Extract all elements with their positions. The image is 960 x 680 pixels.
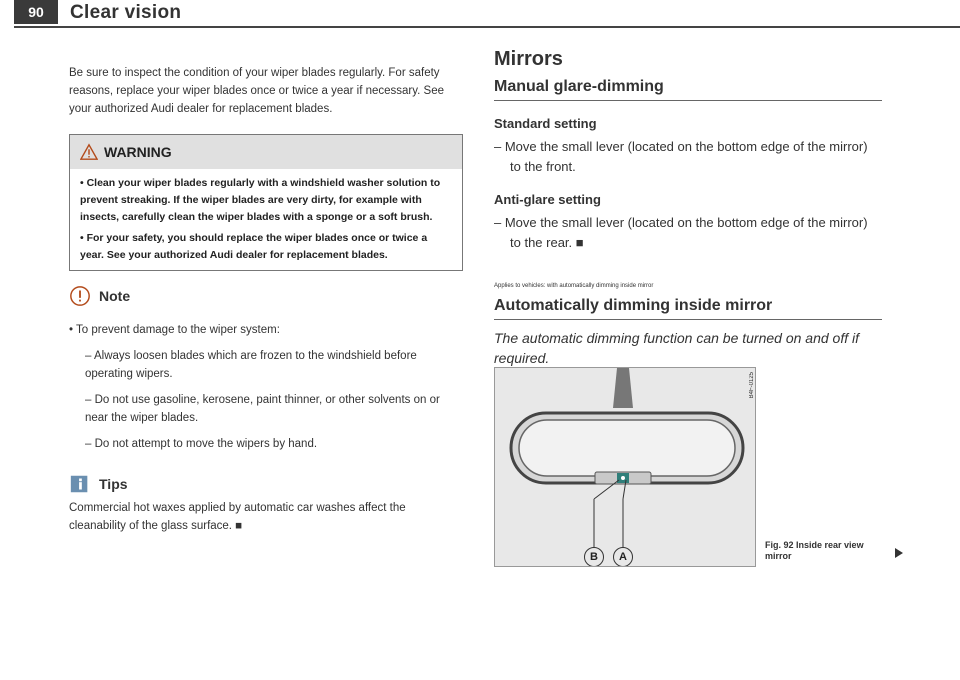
intro-paragraph: Be sure to inspect the condition of your wiper blades regularly. For safety reasons, replace your wiper blades once or twice a year if necessary. See your authorized Audi dealer for replacement blades. [69,67,445,115]
label-b-callout [584,547,604,567]
mirror-figure [494,367,756,567]
mirrors-heading: Mirrors [494,48,563,70]
figure-number: Fig. 92 [765,540,794,550]
mirror-illustration [495,368,755,566]
note-dash-item: – Do not attempt to move the wipers by hand. [85,438,318,450]
next-page-arrow-icon[interactable] [893,547,905,559]
warning-box [69,134,463,271]
note-dash-item: – Do not use gasoline, kerosene, paint thinner, or other solvents on or near the wiper blades. [85,394,440,424]
standard-setting-heading: Standard setting [494,116,597,131]
auto-dimming-intro: The automatic dimming function can be turned on and off if required. [494,330,859,366]
note-header [69,285,463,307]
note-title: Note [99,288,131,304]
warning-item: • For your safety, you should replace the wiper blades once or twice a year. See your authorized Audi dealer for replacement blades. [80,232,428,261]
applies-to-note: Applies to vehicles: with automatically dimming inside mirror [494,283,654,289]
figure-code: B4F-0125 [749,372,755,399]
section-title: Clear vision [70,2,182,23]
label-a-callout [613,547,633,567]
warning-body [70,169,462,270]
warning-title: WARNING [104,144,172,160]
info-icon [69,473,91,495]
tips-text: Commercial hot waxes applied by automatic car washes affect the cleanability of the glass surface. ■ [69,502,406,532]
warning-item: • Clean your wiper blades regularly with a windshield washer solution to prevent streaking. If the wiper blades are very dirty, for example with insects, carefully clean the wiper blades with a sponge or a soft brush. [80,177,441,223]
anti-glare-step: – Move the small lever (located on the bottom edge of the mirror) to the rear. ■ [494,215,868,250]
label-a-text: A [619,551,627,563]
figure-caption-text: Inside rear view mirror [765,540,864,561]
left-column [69,64,463,535]
label-b-text: B [590,551,598,563]
page-number: 90 [14,0,58,24]
anti-glare-heading: Anti-glare setting [494,192,601,207]
manual-glare-heading: Manual glare-dimming [494,78,882,101]
auto-dimming-heading: Automatically dimming inside mirror [494,297,882,320]
tips-title: Tips [99,476,128,492]
figure-caption [765,540,865,562]
standard-setting-step: – Move the small lever (located on the bottom edge of the mirror) to the front. [494,139,868,174]
right-column [494,50,882,368]
note-bullet: • To prevent damage to the wiper system: [69,324,280,336]
tips-header [69,473,463,495]
warning-triangle-icon [80,143,98,161]
note-dash-item: – Always loosen blades which are frozen to the windshield before operating wipers. [85,350,417,380]
header-rule [14,26,960,28]
warning-header [70,135,462,169]
note-circle-icon [69,285,91,307]
